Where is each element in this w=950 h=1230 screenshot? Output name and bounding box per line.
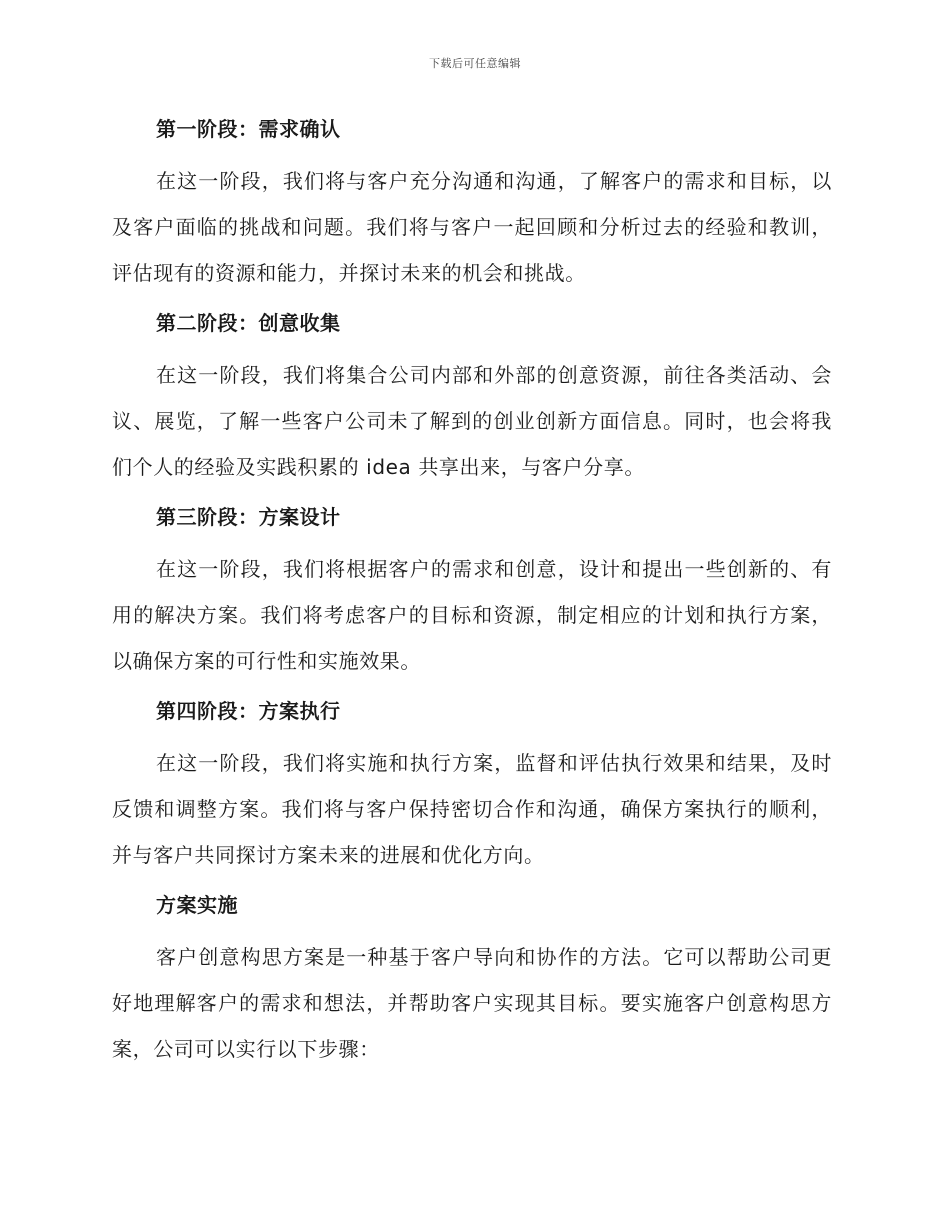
document-body [112, 112, 832, 1082]
section-body-stage-4: 在这一阶段，我们将实施和执行方案，监督和评估执行效果和结果，及时反馈和调整方案。我们将与客户保持密切合作和沟通，确保方案执行的顺利，并与客户共同探讨方案未来的进展和优化方向。 [112, 751, 832, 867]
section-body-stage-2: 在这一阶段，我们将集合公司内部和外部的创意资源，前往各类活动、会议、展览，了解一些客户公司未了解到的创业创新方面信息。同时，也会将我们个人的经验及实践积累的 idea 共享出来，与客户分享。 [112, 363, 832, 479]
section-body-stage-3: 在这一阶段，我们将根据客户的需求和创意，设计和提出一些创新的、有用的解决方案。我们将考虑客户的目标和资源，制定相应的计划和执行方案，以确保方案的可行性和实施效果。 [112, 557, 832, 673]
header-note: 下载后可任意编辑 [429, 57, 521, 70]
section-body-implementation: 客户创意构思方案是一种基于客户导向和协作的方法。它可以帮助公司更好地理解客户的需求和想法，并帮助客户实现其目标。要实施客户创意构思方案，公司可以实行以下步骤： [112, 945, 832, 1061]
section-body-stage-1: 在这一阶段，我们将与客户充分沟通和沟通，了解客户的需求和目标，以及客户面临的挑战和问题。我们将与客户一起回顾和分析过去的经验和教训，评估现有的资源和能力，并探讨未来的机会和挑战。 [112, 169, 832, 285]
section-heading-stage-3: 第三阶段：方案设计 [156, 505, 341, 529]
section-heading-stage-2: 第二阶段：创意收集 [156, 311, 341, 335]
section-heading-stage-4: 第四阶段：方案执行 [156, 699, 341, 723]
section-heading-stage-1: 第一阶段：需求确认 [156, 117, 341, 141]
section-heading-implementation: 方案实施 [156, 893, 238, 917]
